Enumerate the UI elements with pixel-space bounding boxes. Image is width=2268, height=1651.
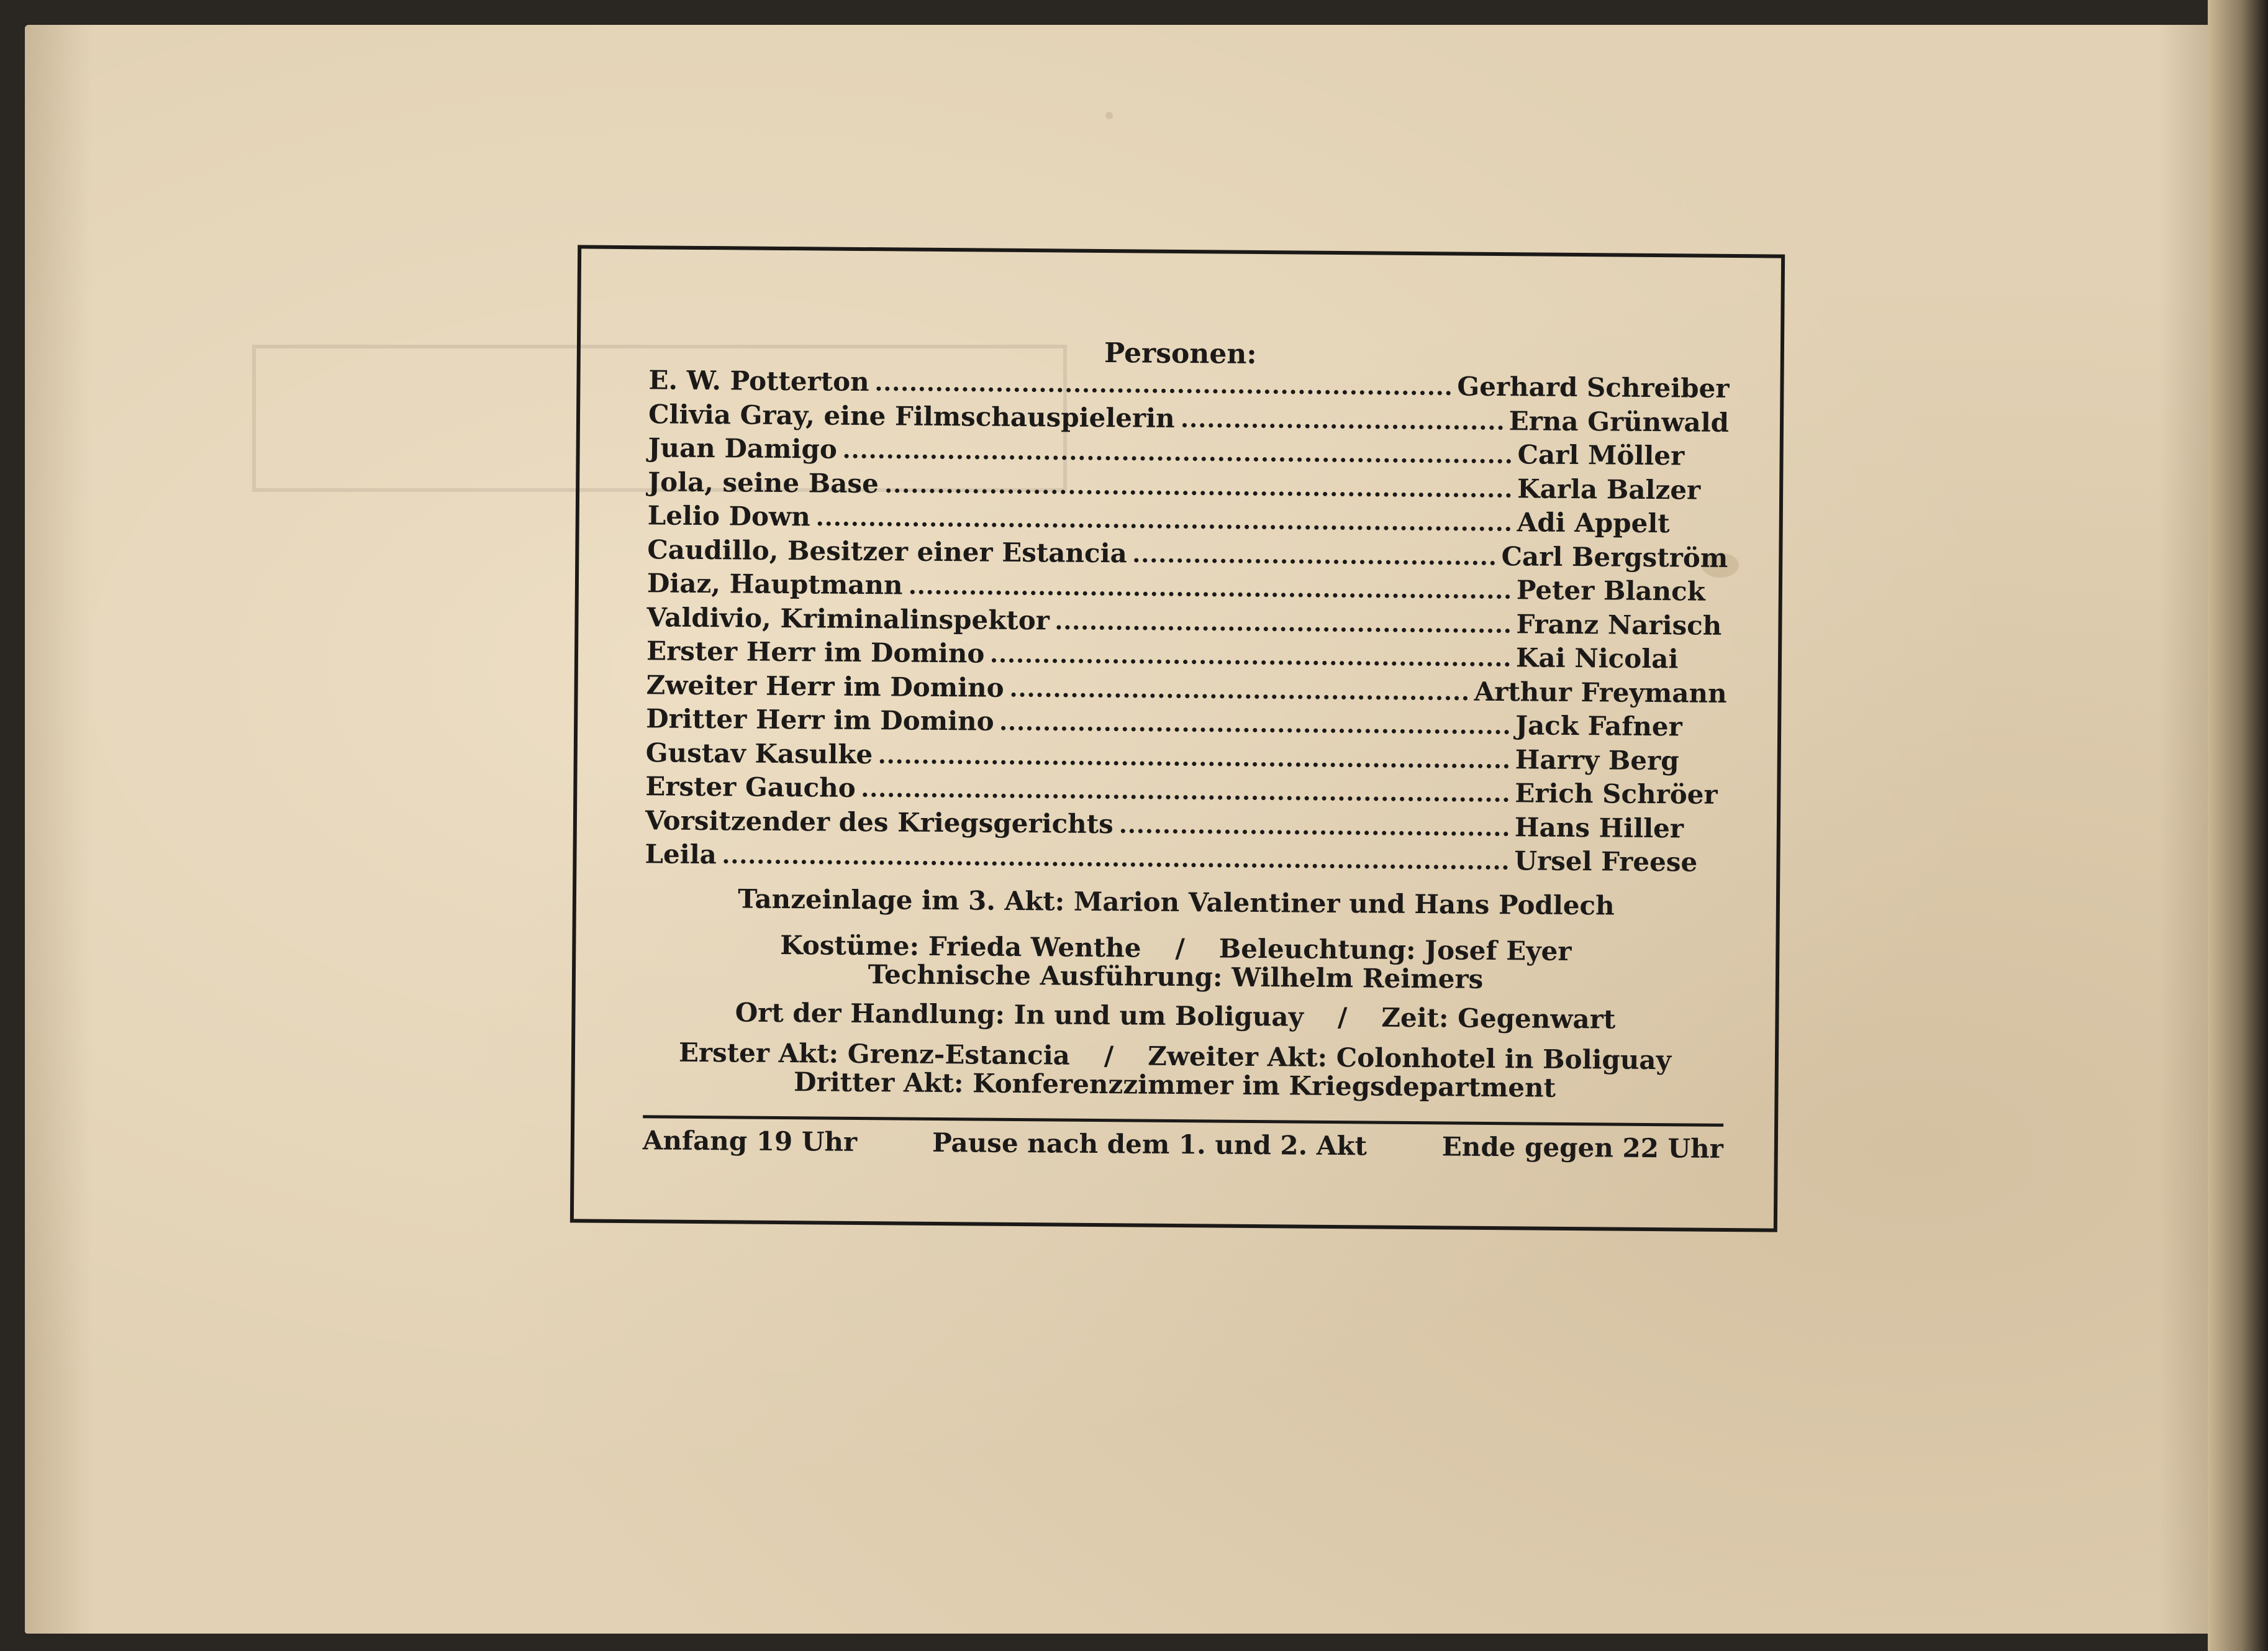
- act-three: Dritter Akt: Konferenzzimmer im Kriegsdepartment: [793, 1067, 1556, 1103]
- dot-leader: [1057, 624, 1510, 633]
- actor-name: Harry Berg: [1515, 744, 1679, 776]
- setting-place: Ort der Handlung: In und um Boliguay: [735, 997, 1304, 1032]
- dot-leader: [845, 453, 1512, 463]
- technical-credit: Technische Ausführung: Wilhelm Reimers: [868, 959, 1484, 994]
- dot-leader: [818, 521, 1511, 531]
- role-name: Juan Damigo: [648, 432, 838, 465]
- dot-leader: [910, 589, 1510, 599]
- actor-name: Gerhard Schreiber: [1457, 371, 1730, 404]
- separator: /: [1175, 932, 1185, 964]
- role-name: Diaz, Hauptmann: [646, 568, 903, 601]
- dot-leader: [886, 488, 1511, 498]
- role-name: Lelio Down: [647, 500, 810, 532]
- separator: /: [1337, 1002, 1348, 1033]
- setting-time: Zeit: Gegenwart: [1381, 1002, 1616, 1035]
- dot-leader: [877, 386, 1451, 395]
- dot-leader: [1121, 828, 1508, 836]
- role-name: Vorsitzender des Kriegsgerichts: [645, 804, 1114, 839]
- dot-leader: [1135, 557, 1495, 565]
- role-name: Valdivio, Kriminalinspektor: [646, 601, 1050, 635]
- role-name: Clivia Gray, eine Filmschauspielerin: [648, 398, 1175, 434]
- actor-name: Hans Hiller: [1514, 811, 1684, 844]
- role-name: Jola, seine Base: [648, 466, 879, 499]
- actor-name: Arthur Freymann: [1474, 676, 1727, 709]
- actor-name: Peter Blanck: [1516, 575, 1706, 607]
- costume-credit: Kostüme: Frieda Wenthe: [780, 929, 1141, 963]
- actor-name: Carl Bergström: [1501, 540, 1728, 573]
- dot-leader: [1182, 422, 1503, 430]
- schedule-footer: [643, 1125, 1723, 1164]
- dot-leader: [992, 658, 1510, 667]
- actor-name: Franz Narisch: [1516, 608, 1722, 641]
- start-time: Anfang 19 Uhr: [642, 1125, 858, 1157]
- dot-leader: [863, 792, 1509, 802]
- end-time: Ende gegen 22 Uhr: [1441, 1131, 1724, 1164]
- setting-line: [575, 996, 1775, 1035]
- actor-name: Erna Grünwald: [1508, 405, 1730, 438]
- cast-list: [645, 365, 1729, 881]
- dot-leader: [724, 858, 1508, 870]
- role-name: Dritter Herr im Domino: [646, 703, 994, 737]
- divider-rule: [643, 1115, 1723, 1127]
- cast-list-box: [570, 245, 1785, 1232]
- actor-name: Carl Möller: [1517, 439, 1685, 471]
- role-name: E. W. Potterton: [648, 365, 869, 398]
- dot-leader: [1012, 691, 1468, 700]
- actor-name: Ursel Freese: [1514, 845, 1698, 878]
- role-name: Leila: [645, 839, 717, 870]
- role-name: Gustav Kasulke: [645, 737, 873, 770]
- pause-note: Pause nach dem 1. und 2. Akt: [932, 1127, 1368, 1162]
- paper-stain: [1105, 112, 1113, 119]
- dot-leader: [880, 758, 1509, 768]
- dot-leader: [1002, 725, 1510, 734]
- dance-credit: Tanzeinlage im 3. Akt: Marion Valentiner und Hans Podlech: [738, 883, 1615, 921]
- act-two: Zweiter Akt: Colonhotel in Boliguay: [1148, 1040, 1672, 1076]
- role-name: Zweiter Herr im Domino: [646, 669, 1004, 703]
- lighting-credit: Beleuchtung: Josef Eyer: [1218, 933, 1572, 966]
- role-name: Caudillo, Besitzer einer Estancia: [647, 534, 1127, 568]
- actor-name: Jack Fafner: [1515, 710, 1682, 742]
- role-name: Erster Herr im Domino: [646, 635, 985, 669]
- actor-name: Karla Balzer: [1517, 473, 1701, 506]
- cast-heading: Personen:: [1104, 337, 1257, 370]
- page-edge: [2208, 0, 2268, 1651]
- actor-name: Adi Appelt: [1517, 507, 1670, 539]
- separator: /: [1104, 1040, 1114, 1071]
- role-name: Erster Gaucho: [645, 771, 856, 803]
- actor-name: Erich Schröer: [1515, 778, 1718, 810]
- actor-name: Kai Nicolai: [1515, 642, 1679, 675]
- act-one: Erster Akt: Grenz-Estancia: [678, 1037, 1071, 1071]
